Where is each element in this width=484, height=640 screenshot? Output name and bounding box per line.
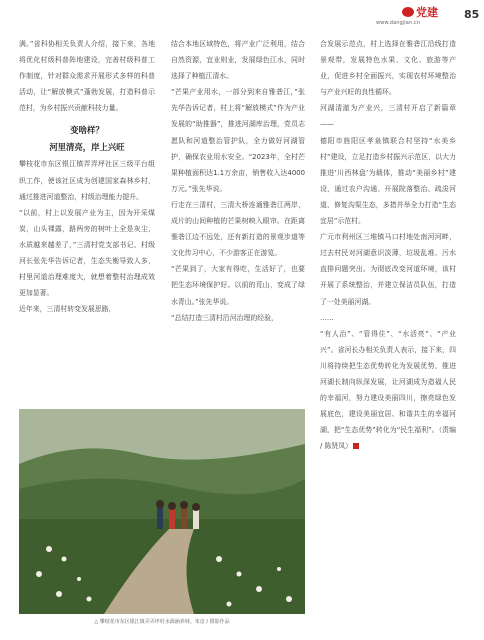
page-header [0,0,484,30]
paragraph: “以前，村上以发展产业为主，因为开采煤炭，山头裸露，路两旁的树叶上全是灰尘，水质越来越差了，”三清村党支部书记、村级河长张先华告诉记者，生态失衡导致人多，村里河道治理难度大，就想着整村治理成效更加显著。 [19,208,155,298]
section-heading: 变啥样？ [70,125,104,136]
paragraph [320,326,456,455]
magazine-name: 党建 [416,6,438,19]
magazine-logo [402,4,438,20]
paragraph: 合发展示范点，村上选择在雅砻江沿线打造景观带，发展特色水果、文化、旅游等产业，促进乡村全面振兴，实现农村环境整治与产业兴旺的良性循环。 [320,40,456,97]
paragraph: 河湖清澈为产业兴，三清村开启了新篇章—— [320,104,456,129]
paragraph: 行走在三清村，三清大桥连通雅砻江两岸，成片的山间种植的芒果树映入眼帘。在距离雅砻江边不远处，还有新打造的景观步道等文化传习中心，不少游客正在游览。 [171,200,305,258]
column-3 [320,36,456,454]
paragraph: “总结打造三清村沿河治理的经验， [171,313,278,322]
ellipsis: …… [320,313,334,322]
photo-caption: △ 攀枝花市东区银江镇弄弄坪村水源涵养林。朱彦 / 摄影作品 [94,619,230,625]
page-number: 85 [464,8,480,21]
riverside-scene-illustration [19,409,305,614]
column-2 [171,36,305,326]
website-url: www.dangjian.cn [376,20,420,26]
paragraph: 攀枝花市东区银江镇弄弄坪社区三级平台组织工作，使该社区成为创建国家森林乡村，通过推进河道整治，村级治理能力提升。 [19,160,155,201]
section-subheading: 河里清亮，岸上兴旺 [49,142,125,153]
paragraph: “芒果产业用水，一部分到来自雅砻江，”张先华告诉记者，村上将“解放模式”作为产业发展的“助推器”，推进河湖库治理，党员志愿队和河道整治管护队，全力做好河湖管护，确保农业用水安全。“2023年，全村芒果种植面积达1.1万余亩，销售收入达4000万元。”张先华说。 [171,88,305,193]
paragraph: “芒果到了，大家有得吃，生活好了，也要把生态环境保护好。以前的荒山，变成了绿水青山。”张先华说。 [171,265,305,306]
paragraph: 广元市利州区三堆镇马口村地处南河河畔，过去村民对河湖意识淡薄，垃圾乱堆、污水直排问题突出。为彻底改变河道环境，该村开展了系统整治，并建立保洁员队伍，打造了一处美丽河湖。 [320,233,456,306]
paragraph-text: “有人治”、“管得住”、“水活亮”、“产业兴”。省河长办相关负责人表示，接下来，四川将持续把生态优势转化为发展优势，推进河湖长制向纵深发展，让河湖成为造福人民的幸福河，努力建设美丽四川，擦亮绿色发展底色，建设美丽宜居、和谐共生的幸福河湖，把“生态优势”转化为“民生福利”。（责编 / 陈贤凤） [320,329,456,451]
logo-emblem-icon [402,7,414,17]
article-photo [19,409,305,614]
paragraph: 结合本地区域特色，将产业广泛利用，结合自然资源，宜业则业，发展绿色江水，同时选择了种植江清水。 [171,40,305,81]
end-mark-icon [353,443,359,449]
column-1 [19,36,155,317]
paragraph: 近年来，三清村转变发展思路， [19,305,116,314]
paragraph: 满。”省科协相关负责人介绍，接下来，各地将优化村级科普阵地建设，完善村级科普工作制度，针对群众需求开展形式多样的科普活动，让“解放模式”蓬勃发展，打造科普示范村，为乡村振兴贡献科技力量。 [19,40,155,113]
paragraph: 德阳市旌阳区孝泉镇联合村坚持“水美乡村”建设，立足打造乡村振兴示范区，以大力推进‘川西林盘’为载体，推动“美丽乡村”建设，通过农户沟通、开展院落整治、疏浚河道、修复沟渠生态，多措并举全力打造“生态宜居”示范村。 [320,136,456,226]
